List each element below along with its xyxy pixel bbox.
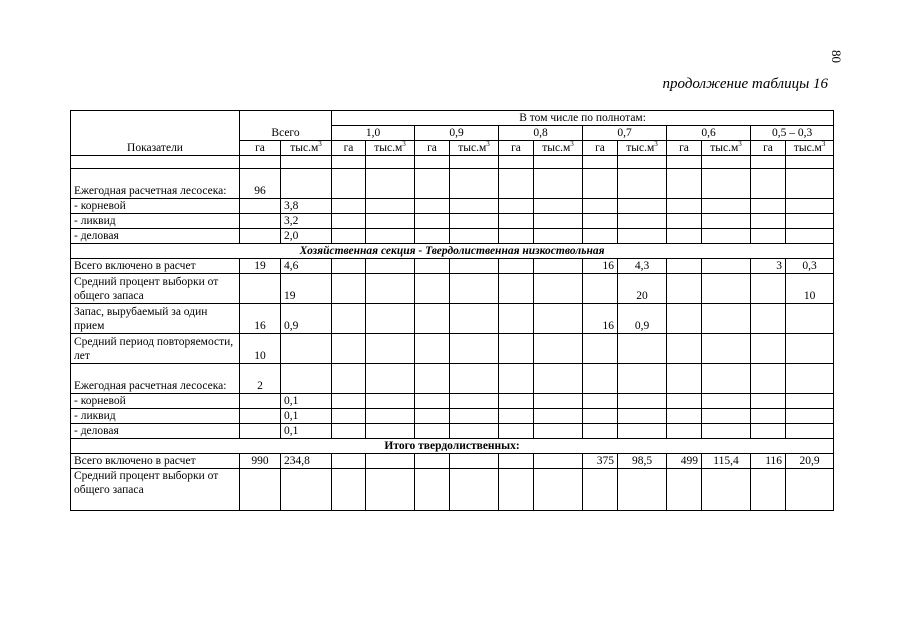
- unit-ha: га: [499, 141, 534, 156]
- density-header-3: 0,7: [583, 126, 667, 141]
- table-cell: [702, 334, 751, 364]
- page-number: 80: [829, 50, 844, 63]
- table-cell: [667, 469, 702, 511]
- table-cell: [702, 469, 751, 511]
- table-cell: [450, 304, 499, 334]
- table-cell: [618, 364, 667, 394]
- table-cell: [786, 229, 834, 244]
- row-label: - деловая: [71, 229, 240, 244]
- density-header-0: 1,0: [332, 126, 415, 141]
- table-cell: [702, 156, 751, 169]
- table-cell: [332, 364, 366, 394]
- table-cell: 19: [281, 274, 332, 304]
- table-cell: [332, 424, 366, 439]
- table-cell: [332, 229, 366, 244]
- table-cell: [366, 334, 415, 364]
- row-label: Средний период повторяемости, лет: [71, 334, 240, 364]
- table-cell: [332, 214, 366, 229]
- table-cell: [366, 454, 415, 469]
- unit-thousand-m3: $тыс.м^3$: [366, 141, 415, 156]
- table-cell: 234,8: [281, 454, 332, 469]
- table-cell: [534, 156, 583, 169]
- unit-ha: га: [751, 141, 786, 156]
- table-cell: [786, 409, 834, 424]
- table-cell: [583, 274, 618, 304]
- density-header-5: 0,5 – 0,3: [751, 126, 834, 141]
- table-cell: [534, 409, 583, 424]
- table-cell: [499, 334, 534, 364]
- table-cell: [450, 229, 499, 244]
- table-row: [71, 274, 834, 304]
- table-cell: [534, 469, 583, 511]
- table-cell: [366, 304, 415, 334]
- table-cell: [702, 394, 751, 409]
- table-cell: [786, 394, 834, 409]
- table-cell: [450, 214, 499, 229]
- table-cell: [583, 409, 618, 424]
- table-cell: [786, 199, 834, 214]
- table-cell: [450, 169, 499, 199]
- table-cell: [786, 424, 834, 439]
- table-cell: [415, 409, 450, 424]
- table-cell: 19: [240, 259, 281, 274]
- table-cell: [366, 214, 415, 229]
- table-cell: [415, 199, 450, 214]
- row-label: Средний процент выборки от общего запаса: [71, 274, 240, 304]
- table-cell: [667, 334, 702, 364]
- table-cell: [499, 304, 534, 334]
- table-cell: [366, 169, 415, 199]
- table-cell: [450, 334, 499, 364]
- table-cell: [499, 454, 534, 469]
- table-cell: [499, 364, 534, 394]
- table-cell: 2: [240, 364, 281, 394]
- table-cell: [751, 229, 786, 244]
- table-cell: [499, 409, 534, 424]
- table-cell: [702, 304, 751, 334]
- table-cell: [240, 394, 281, 409]
- table-cell: [366, 409, 415, 424]
- table-cell: [786, 469, 834, 511]
- row-label: - деловая: [71, 424, 240, 439]
- table-cell: [751, 304, 786, 334]
- table-cell: [583, 229, 618, 244]
- unit-thousand-m3: $тыс.м^3$: [281, 141, 332, 156]
- table-cell: 375: [583, 454, 618, 469]
- table-cell: [702, 199, 751, 214]
- table-cell: [415, 156, 450, 169]
- table-cell: [499, 229, 534, 244]
- table-row: [71, 156, 834, 169]
- table-cell: [240, 229, 281, 244]
- table-cell: [332, 454, 366, 469]
- header-total: Всего: [240, 111, 332, 141]
- table-cell: [366, 259, 415, 274]
- table-cell: 4,6: [281, 259, 332, 274]
- table-cell: [751, 274, 786, 304]
- table-cell: [751, 169, 786, 199]
- table-cell: [751, 469, 786, 511]
- table-cell: [702, 424, 751, 439]
- table-row: [71, 304, 834, 334]
- table-row: [71, 199, 834, 214]
- table-cell: [332, 409, 366, 424]
- table-cell: [618, 394, 667, 409]
- table-cell: [702, 274, 751, 304]
- table-cell: [667, 424, 702, 439]
- table-cell: 0,1: [281, 394, 332, 409]
- table-cell: 20: [618, 274, 667, 304]
- density-header-4: 0,6: [667, 126, 751, 141]
- table-cell: [534, 214, 583, 229]
- row-label: Ежегодная расчетная лесосека:: [71, 364, 240, 394]
- table-cell: [415, 304, 450, 334]
- table-cell: [332, 199, 366, 214]
- table-cell: [618, 156, 667, 169]
- table-cell: [332, 469, 366, 511]
- row-label: Средний процент выборки от общего запаса: [71, 469, 240, 511]
- table-cell: [499, 424, 534, 439]
- table-row: [71, 469, 834, 511]
- table-cell: [702, 214, 751, 229]
- table-cell: [499, 259, 534, 274]
- table-cell: [332, 334, 366, 364]
- table-cell: [499, 274, 534, 304]
- unit-thousand-m3: $тыс.м^3$: [786, 141, 834, 156]
- table-cell: [534, 334, 583, 364]
- table-cell: [366, 156, 415, 169]
- table-cell: [786, 304, 834, 334]
- table-cell: [415, 364, 450, 394]
- table-continuation-label: продолжение таблицы 16: [662, 76, 828, 92]
- table-cell: [702, 364, 751, 394]
- table-cell: [667, 199, 702, 214]
- table-cell: [366, 364, 415, 394]
- table-cell: [583, 364, 618, 394]
- table-cell: [786, 169, 834, 199]
- table-cell: [499, 169, 534, 199]
- table-cell: 3: [751, 259, 786, 274]
- table-cell: [450, 259, 499, 274]
- table-cell: 16: [583, 259, 618, 274]
- table-cell: [281, 334, 332, 364]
- unit-thousand-m3: $тыс.м^3$: [702, 141, 751, 156]
- density-header-2: 0,8: [499, 126, 583, 141]
- unit-ha: га: [240, 141, 281, 156]
- table-cell: [702, 409, 751, 424]
- table-cell: [583, 214, 618, 229]
- table-cell: [667, 304, 702, 334]
- table-row: [71, 229, 834, 244]
- table-cell: [667, 229, 702, 244]
- table-cell: [281, 469, 332, 511]
- table-cell: [240, 469, 281, 511]
- unit-thousand-m3: $тыс.м^3$: [534, 141, 583, 156]
- row-label: - ликвид: [71, 214, 240, 229]
- table-cell: [667, 409, 702, 424]
- table-row: [71, 169, 834, 199]
- table-cell: 0,1: [281, 409, 332, 424]
- table-cell: [751, 199, 786, 214]
- table-cell: [281, 169, 332, 199]
- unit-ha: га: [415, 141, 450, 156]
- section-title: Хозяйственная секция - Твердолиственная низкоствольная: [71, 244, 834, 259]
- table-cell: [618, 199, 667, 214]
- row-label: Запас, вырубаемый за один прием: [71, 304, 240, 334]
- table-cell: [534, 454, 583, 469]
- table-cell: [450, 454, 499, 469]
- table-cell: [667, 169, 702, 199]
- table-cell: [751, 334, 786, 364]
- table-cell: [366, 199, 415, 214]
- row-label: Всего включено в расчет: [71, 454, 240, 469]
- table-cell: [240, 199, 281, 214]
- table-cell: [751, 394, 786, 409]
- table-cell: [499, 394, 534, 409]
- table-cell: [240, 214, 281, 229]
- table-cell: [667, 214, 702, 229]
- table-cell: 3,8: [281, 199, 332, 214]
- table-cell: 116: [751, 454, 786, 469]
- table-cell: [702, 229, 751, 244]
- table-cell: [667, 259, 702, 274]
- table-cell: 0,1: [281, 424, 332, 439]
- table-cell: [702, 259, 751, 274]
- table-cell: 20,9: [786, 454, 834, 469]
- table-cell: [751, 409, 786, 424]
- table-cell: [450, 469, 499, 511]
- table-cell: [583, 156, 618, 169]
- table-cell: 4,3: [618, 259, 667, 274]
- table-cell: [415, 394, 450, 409]
- table-cell: [786, 334, 834, 364]
- table-cell: 96: [240, 169, 281, 199]
- table-cell: [332, 259, 366, 274]
- table-cell: [415, 334, 450, 364]
- section-row: [71, 244, 834, 259]
- table-cell: [534, 304, 583, 334]
- table-row: [71, 364, 834, 394]
- table-cell: [534, 424, 583, 439]
- table-cell: [534, 229, 583, 244]
- table-cell: [366, 424, 415, 439]
- table-cell: [450, 364, 499, 394]
- table-cell: [415, 469, 450, 511]
- table-cell: 98,5: [618, 454, 667, 469]
- row-label: - корневой: [71, 394, 240, 409]
- table-row: [71, 334, 834, 364]
- table-cell: [281, 364, 332, 394]
- table-cell: [499, 199, 534, 214]
- row-label: Всего включено в расчет: [71, 259, 240, 274]
- table-cell: [618, 169, 667, 199]
- table-row: [71, 424, 834, 439]
- table-cell: [751, 424, 786, 439]
- table-cell: [450, 156, 499, 169]
- table-cell: [415, 259, 450, 274]
- table-cell: [667, 156, 702, 169]
- table-cell: [332, 169, 366, 199]
- table-cell: [366, 394, 415, 409]
- table-row: [71, 394, 834, 409]
- table-cell: [450, 409, 499, 424]
- section-row: [71, 439, 834, 454]
- table-cell: [499, 469, 534, 511]
- table-cell: [751, 214, 786, 229]
- table-cell: 10: [786, 274, 834, 304]
- table-cell: [583, 169, 618, 199]
- table-cell: [366, 274, 415, 304]
- table-cell: [534, 199, 583, 214]
- table-cell: 990: [240, 454, 281, 469]
- table-cell: [499, 156, 534, 169]
- row-label: Ежегодная расчетная лесосека:: [71, 169, 240, 199]
- table-cell: [667, 394, 702, 409]
- table-cell: 2,0: [281, 229, 332, 244]
- table-cell: [786, 214, 834, 229]
- table-cell: [583, 424, 618, 439]
- table-cell: [751, 156, 786, 169]
- table-cell: 0,3: [786, 259, 834, 274]
- table-cell: [332, 156, 366, 169]
- table-cell: [702, 169, 751, 199]
- table-cell: [618, 229, 667, 244]
- table-cell: [786, 156, 834, 169]
- section-title: Итого твердолиственных:: [71, 439, 834, 454]
- table-cell: 3,2: [281, 214, 332, 229]
- table-cell: 0,9: [618, 304, 667, 334]
- table-cell: [534, 274, 583, 304]
- table-cell: [415, 229, 450, 244]
- table-cell: [415, 454, 450, 469]
- harvest-table: [70, 110, 834, 511]
- table-row: [71, 259, 834, 274]
- table-row: [71, 454, 834, 469]
- table-cell: [667, 274, 702, 304]
- unit-ha: га: [583, 141, 618, 156]
- table-cell: [618, 334, 667, 364]
- table-cell: [534, 394, 583, 409]
- unit-ha: га: [332, 141, 366, 156]
- unit-thousand-m3: $тыс.м^3$: [618, 141, 667, 156]
- table-cell: [583, 394, 618, 409]
- row-label: - корневой: [71, 199, 240, 214]
- table-cell: [583, 469, 618, 511]
- table-cell: [450, 394, 499, 409]
- table-row: [71, 409, 834, 424]
- header-indicators: Показатели: [71, 111, 240, 156]
- table-cell: [618, 424, 667, 439]
- table-cell: [240, 409, 281, 424]
- table-cell: [534, 364, 583, 394]
- table-cell: [786, 364, 834, 394]
- table-cell: [534, 169, 583, 199]
- unit-ha: га: [667, 141, 702, 156]
- table-cell: [366, 229, 415, 244]
- table-cell: [415, 274, 450, 304]
- table-cell: [415, 424, 450, 439]
- table-row: [71, 214, 834, 229]
- table-cell: [415, 214, 450, 229]
- header-by-density: В том числе по полнотам:: [332, 111, 834, 126]
- table-header: [71, 111, 834, 156]
- table-cell: [281, 156, 332, 169]
- table-cell: [751, 364, 786, 394]
- table-cell: [415, 169, 450, 199]
- table-cell: [499, 214, 534, 229]
- table-cell: [332, 394, 366, 409]
- density-header-1: 0,9: [415, 126, 499, 141]
- table-cell: [583, 199, 618, 214]
- table-cell: [534, 259, 583, 274]
- table-cell: 0,9: [281, 304, 332, 334]
- table-cell: [618, 409, 667, 424]
- table-cell: [240, 156, 281, 169]
- row-label: - ликвид: [71, 409, 240, 424]
- table-cell: [366, 469, 415, 511]
- table-cell: 115,4: [702, 454, 751, 469]
- table-cell: [332, 304, 366, 334]
- table-cell: 16: [240, 304, 281, 334]
- table-cell: 10: [240, 334, 281, 364]
- table-cell: [450, 274, 499, 304]
- unit-thousand-m3: $тыс.м^3$: [450, 141, 499, 156]
- table-cell: [618, 214, 667, 229]
- table-cell: [240, 274, 281, 304]
- table-cell: [618, 469, 667, 511]
- table-body: [71, 156, 834, 511]
- table-cell: 499: [667, 454, 702, 469]
- table-cell: 16: [583, 304, 618, 334]
- table-cell: [667, 364, 702, 394]
- table-cell: [583, 334, 618, 364]
- row-label: [71, 156, 240, 169]
- table-cell: [450, 424, 499, 439]
- table-cell: [450, 199, 499, 214]
- table-cell: [240, 424, 281, 439]
- table-cell: [332, 274, 366, 304]
